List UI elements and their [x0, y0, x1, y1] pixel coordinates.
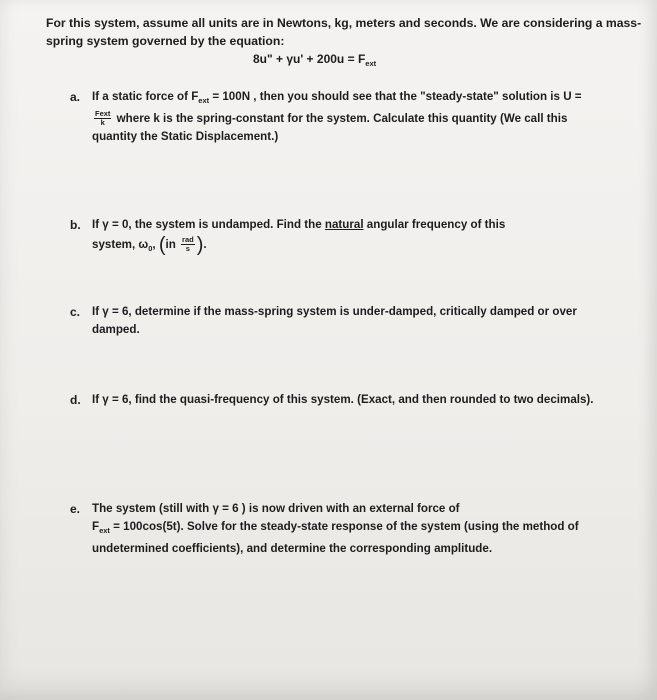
- item-e-letter: e.: [70, 502, 81, 516]
- fext-over-k-fraction: $\frac{\text{Fext}}{k}$: [95, 109, 111, 128]
- item-a-letter: a.: [70, 90, 81, 104]
- intro-line-2: spring system governed by the equation:: [46, 34, 285, 48]
- item-b-text: If γ = 0, the system is undamped. Find the natural angular frequency of this system, $\omega_0$, (in $\frac{\text{rad}}{s}$ ).: [92, 218, 506, 256]
- static-displacement-term: Static Displacement.: [160, 130, 275, 143]
- governing-equation: [253, 52, 376, 68]
- natural-underlined: natural: [324, 218, 364, 231]
- item-c-letter: c.: [70, 305, 81, 319]
- item-c-text: If γ = 6, determine if the mass-spring system is under-damped, critically damped or over damped.: [92, 305, 577, 336]
- item-d-text: If γ = 6, find the quasi-frequency of this system. (Exact, and then rounded to two decimals).: [92, 393, 594, 406]
- item-e-text: The system (still with γ = 6 ) is now driven with an external force of $F_{ext} = 100\cos(5t)$. Solve for the steady-state response of the system (using the method of undetermined coefficients), and determine the corresponding amplitude.: [92, 502, 579, 555]
- rad-per-s-fraction: $\frac{\text{rad}}{s}$: [182, 235, 194, 254]
- equation-rhs: $F_{ext}$: [357, 52, 377, 68]
- item-a-text: If a static force of $F_{ext} = 100N$ , then you should see that the "steady-state" solution is U = $\frac{\text{Fext}}{k}$ where k is the spring-constant for the system. Calculate this quantity (We call this quantity the Static Displacement.): [92, 90, 582, 143]
- equation-lhs: 8u" + γu' + 200u =: [253, 52, 355, 66]
- intro-line-1: For this system, assume all units are in Newtons, kg, meters and seconds. We are considering a mass-: [46, 16, 642, 30]
- item-d-letter: d.: [70, 393, 81, 407]
- intro-paragraph: [46, 14, 642, 50]
- item-b-letter: b.: [70, 218, 81, 232]
